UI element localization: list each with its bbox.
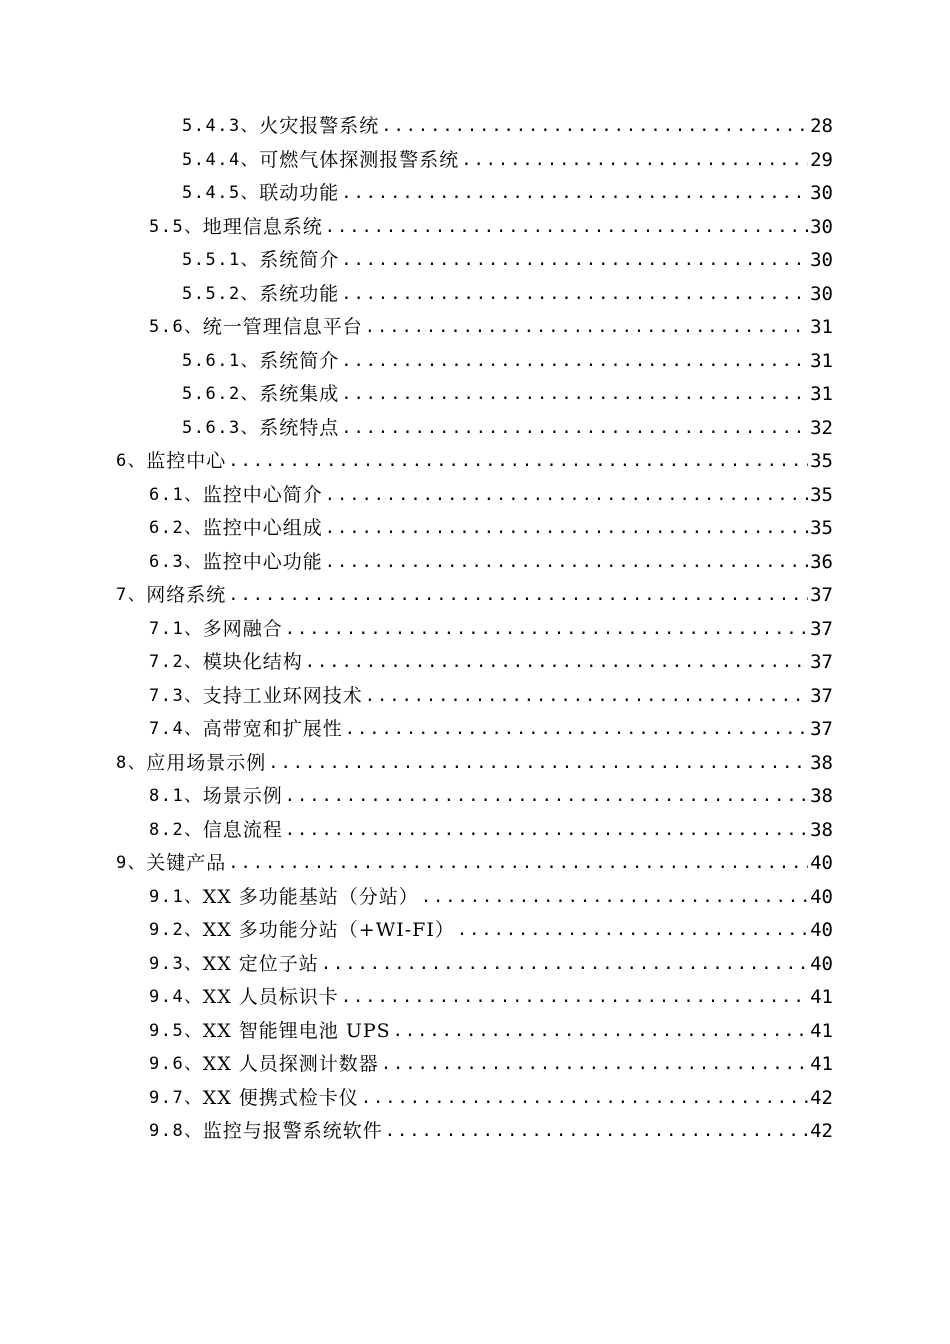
toc-entry-title: XX 多功能基站（分站） (202, 885, 419, 908)
toc-entry[interactable] (0, 512, 950, 546)
toc-dot-leader (365, 680, 808, 714)
toc-entry-page-number: 41 (810, 1053, 833, 1075)
toc-dot-leader (321, 948, 808, 982)
toc-entry-number: 8.2、 (149, 819, 203, 840)
toc-entry[interactable] (0, 981, 950, 1015)
toc-entry-page-number: 30 (810, 215, 833, 238)
toc-entry-page-number: 36 (810, 550, 833, 573)
toc-entry-number: 5.6.3、 (182, 417, 260, 438)
toc-entry[interactable] (0, 1015, 950, 1049)
toc-entry-page-number: 38 (810, 751, 833, 774)
toc-entry-page-number: 31 (810, 383, 833, 405)
toc-entry[interactable] (0, 445, 950, 479)
toc-entry-page-number: 37 (810, 651, 833, 673)
toc-entry[interactable] (0, 244, 950, 278)
toc-entry-page-number: 31 (810, 316, 833, 338)
toc-dot-leader (341, 177, 808, 211)
toc-dot-leader (228, 445, 808, 479)
toc-entry-number: 5.6、 (149, 317, 203, 337)
toc-entry-page-number: 38 (810, 818, 833, 841)
toc-entry-page-number: 42 (810, 1120, 833, 1142)
toc-entry-title: 监控中心功能 (202, 550, 323, 573)
toc-entry[interactable] (0, 613, 950, 647)
toc-entry-title: XX 便携式检卡仪 (202, 1086, 359, 1109)
toc-dot-leader (345, 713, 808, 747)
toc-entry-page-number: 40 (810, 952, 833, 975)
toc-entry-page-number: 37 (810, 718, 833, 740)
toc-entry[interactable] (0, 144, 950, 178)
toc-dot-leader (421, 881, 808, 915)
toc-entry-number: 5.4.3、 (182, 116, 260, 136)
toc-entry-title: 系统功能 (259, 282, 340, 305)
toc-entry-page-number: 28 (810, 115, 833, 137)
toc-entry-title: 多网融合 (202, 617, 283, 640)
toc-entry[interactable] (0, 345, 950, 379)
toc-entry-page-number: 40 (810, 885, 833, 908)
toc-entry-number: 9.2、 (149, 920, 203, 940)
toc-entry-title: XX 定位子站 (202, 952, 319, 975)
toc-dot-leader (393, 1015, 808, 1049)
toc-entry[interactable] (0, 948, 950, 982)
toc-entry-number: 9.4、 (149, 987, 203, 1007)
toc-entry-number: 7.2、 (149, 652, 203, 672)
toc-entry-title: 系统简介 (259, 349, 340, 372)
toc-entry-number: 6.3、 (149, 551, 203, 572)
toc-entry-number: 5.5.2、 (182, 283, 260, 304)
toc-entry[interactable] (0, 177, 950, 211)
toc-entry-title: 关键产品 (146, 852, 227, 874)
toc-entry-title: 应用场景示例 (146, 751, 267, 774)
toc-entry-title: 高带宽和扩展性 (202, 718, 343, 740)
toc-entry[interactable] (0, 412, 950, 446)
toc-entry-number: 9.6、 (149, 1054, 203, 1074)
toc-entry[interactable] (0, 1115, 950, 1149)
toc-dot-leader (341, 345, 808, 379)
toc-entry-number: 7.1、 (149, 618, 203, 639)
toc-entry[interactable] (0, 1082, 950, 1116)
toc-entry-page-number: 30 (810, 249, 833, 271)
toc-entry-number: 9.7、 (149, 1087, 203, 1108)
toc-entry-title: 网络系统 (146, 584, 227, 606)
toc-entry[interactable] (0, 1048, 950, 1082)
toc-entry-title: XX 人员标识卡 (202, 986, 339, 1008)
toc-entry-number: 8、 (116, 752, 147, 773)
toc-dot-leader (341, 981, 808, 1015)
toc-dot-leader (325, 512, 808, 546)
toc-dot-leader (461, 144, 808, 178)
toc-dot-leader (341, 244, 808, 278)
toc-entry-number: 7.3、 (149, 685, 203, 706)
toc-entry-number: 6.2、 (149, 518, 203, 538)
toc-entry[interactable] (0, 747, 950, 781)
toc-entry[interactable] (0, 814, 950, 848)
toc-entry-page-number: 37 (810, 617, 833, 640)
toc-dot-leader (285, 814, 808, 848)
toc-entry[interactable] (0, 278, 950, 312)
toc-entry-page-number: 32 (810, 416, 833, 439)
toc-entry[interactable] (0, 914, 950, 948)
toc-entry-number: 9.5、 (149, 1020, 203, 1041)
toc-entry-page-number: 37 (810, 684, 833, 707)
toc-entry[interactable] (0, 311, 950, 345)
toc-entry-number: 5.4.5、 (182, 183, 260, 203)
toc-entry-number: 6.1、 (149, 484, 203, 505)
toc-entry-number: 5.5、 (149, 216, 203, 237)
toc-entry-title: XX 智能锂电池 UPS (202, 1019, 391, 1042)
toc-dot-leader (228, 579, 808, 613)
toc-entry-title: 系统集成 (259, 383, 340, 405)
toc-entry-title: 模块化结构 (202, 651, 303, 673)
toc-dot-leader (341, 412, 808, 446)
toc-entry-title: 系统特点 (259, 416, 340, 439)
toc-entry-title: 系统简介 (259, 249, 340, 271)
toc-entry-page-number: 35 (810, 483, 833, 506)
toc-entry-page-number: 29 (810, 148, 833, 171)
toc-entry-number: 5.6.1、 (182, 350, 260, 371)
toc-entry-number: 7.4、 (149, 719, 203, 739)
toc-entry-title: 地理信息系统 (202, 215, 323, 238)
toc-entry-title: 监控中心简介 (202, 483, 323, 506)
toc-entry-number: 9、 (116, 853, 147, 873)
toc-entry-number: 8.1、 (149, 786, 203, 806)
toc-entry-page-number: 35 (810, 517, 833, 539)
toc-dot-leader (341, 378, 808, 412)
toc-entry-page-number: 38 (810, 785, 833, 807)
table-of-contents (0, 110, 950, 1149)
toc-entry-title: 监控与报警系统软件 (202, 1120, 383, 1142)
toc-entry[interactable] (0, 780, 950, 814)
toc-dot-leader (325, 479, 808, 513)
toc-entry-title: 火灾报警系统 (259, 115, 380, 137)
toc-dot-leader (305, 646, 808, 680)
toc-entry-number: 9.3、 (149, 953, 203, 974)
toc-entry-page-number: 41 (810, 986, 833, 1008)
toc-entry-page-number: 31 (810, 349, 833, 372)
toc-dot-leader (381, 110, 808, 144)
toc-entry-title: 场景示例 (202, 785, 283, 807)
toc-dot-leader (325, 546, 808, 580)
toc-entry[interactable] (0, 378, 950, 412)
toc-entry[interactable] (0, 479, 950, 513)
toc-entry-number: 5.4.4、 (182, 149, 260, 170)
toc-entry-number: 5.6.2、 (182, 384, 260, 404)
toc-entry[interactable] (0, 713, 950, 747)
toc-entry[interactable] (0, 546, 950, 580)
toc-entry[interactable] (0, 847, 950, 881)
toc-entry[interactable] (0, 680, 950, 714)
toc-entry-page-number: 37 (810, 584, 833, 606)
toc-entry-number: 7、 (116, 585, 147, 605)
toc-dot-leader (285, 613, 808, 647)
toc-dot-leader (385, 1115, 808, 1149)
toc-entry-title: XX 人员探测计数器 (202, 1053, 379, 1075)
toc-entry-page-number: 30 (810, 282, 833, 305)
toc-entry-number: 6、 (116, 451, 147, 471)
toc-entry-title: 联动功能 (259, 182, 340, 204)
toc-entry-page-number: 40 (810, 852, 833, 874)
toc-dot-leader (268, 747, 808, 781)
toc-entry-page-number: 30 (810, 182, 833, 204)
toc-entry-title: XX 多功能分站（+WI-FI） (202, 919, 455, 941)
toc-entry-page-number: 35 (810, 450, 833, 472)
toc-dot-leader (341, 278, 808, 312)
toc-dot-leader (228, 847, 808, 881)
toc-dot-leader (285, 780, 808, 814)
toc-dot-leader (365, 311, 808, 345)
toc-entry-page-number: 41 (810, 1019, 833, 1042)
toc-entry-title: 统一管理信息平台 (202, 316, 363, 338)
toc-entry-number: 9.8、 (149, 1121, 203, 1141)
toc-entry-page-number: 40 (810, 919, 833, 941)
toc-entry-number: 9.1、 (149, 886, 203, 907)
toc-entry-number: 5.5.1、 (182, 250, 260, 270)
toc-entry-title: 监控中心组成 (202, 517, 323, 539)
toc-entry-title: 监控中心 (146, 450, 227, 472)
toc-entry[interactable] (0, 579, 950, 613)
toc-entry-title: 信息流程 (202, 818, 283, 841)
toc-entry-page-number: 42 (810, 1086, 833, 1109)
toc-entry[interactable] (0, 211, 950, 245)
toc-entry[interactable] (0, 110, 950, 144)
toc-entry-title: 可燃气体探测报警系统 (259, 148, 460, 171)
toc-dot-leader (381, 1048, 808, 1082)
toc-dot-leader (457, 914, 808, 948)
toc-dot-leader (325, 211, 808, 245)
toc-entry-title: 支持工业环网技术 (202, 684, 363, 707)
toc-dot-leader (361, 1082, 808, 1116)
toc-entry[interactable] (0, 881, 950, 915)
toc-entry[interactable] (0, 646, 950, 680)
